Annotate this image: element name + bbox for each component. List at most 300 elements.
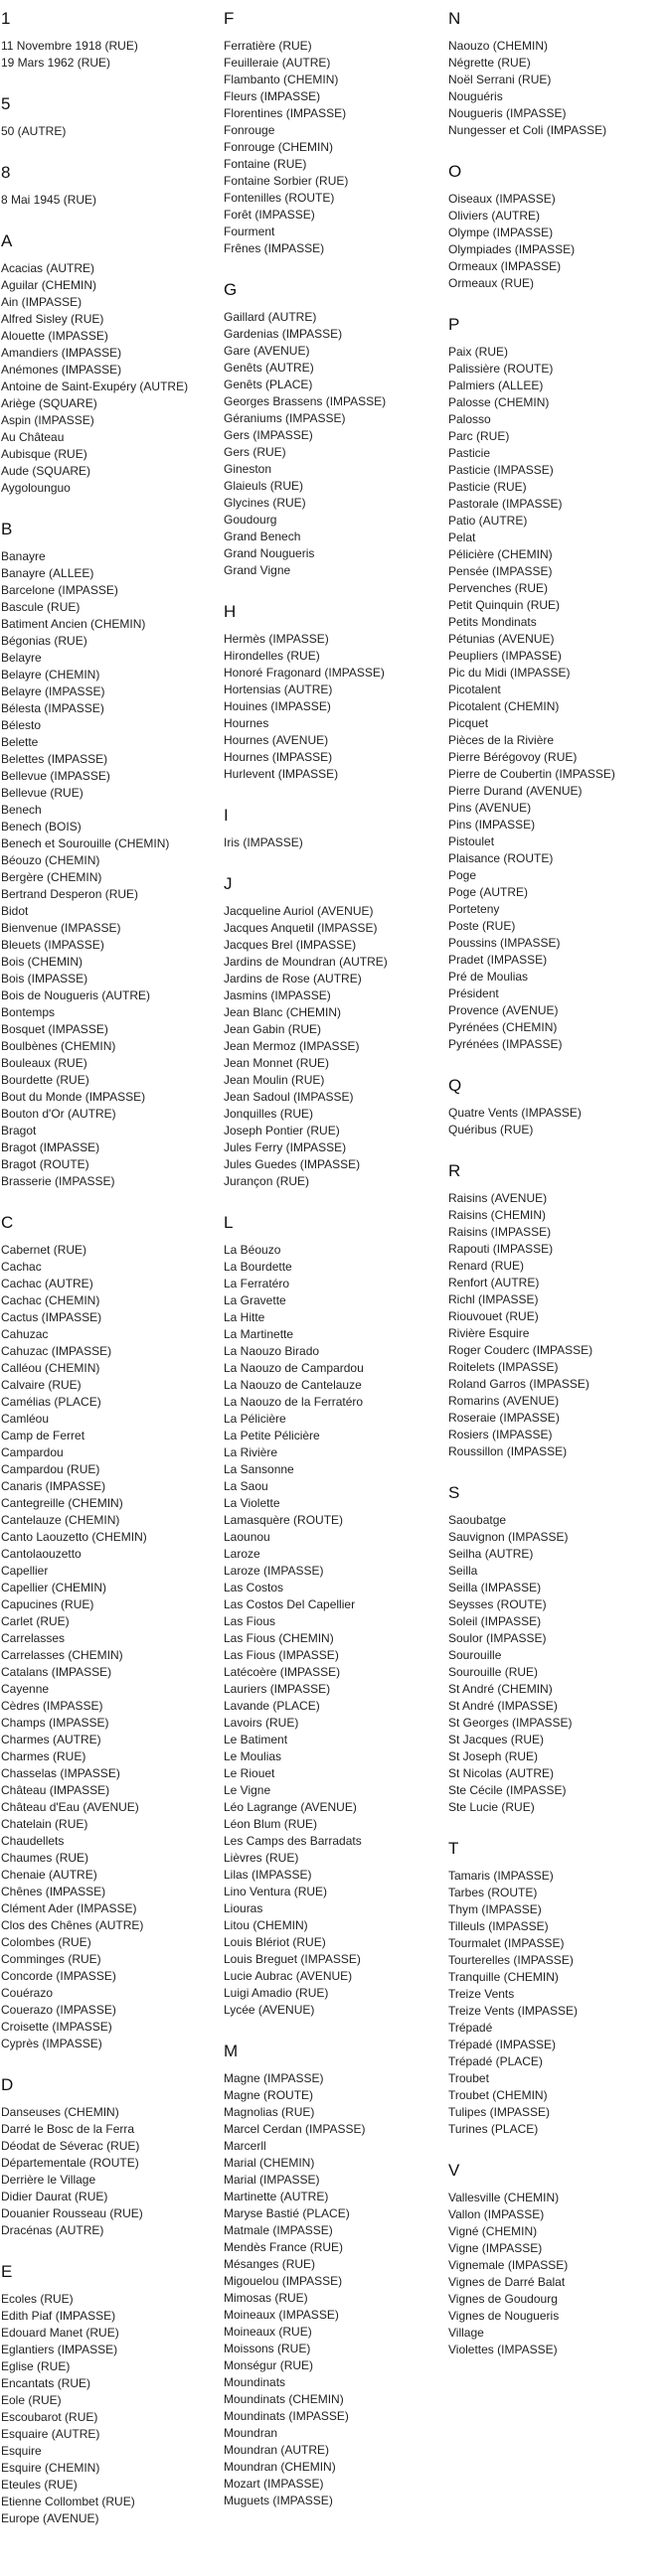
street-entry: Moundran (AUTRE): [224, 2443, 330, 2457]
street-entry: Litou (CHEMIN): [224, 1918, 308, 1932]
street-entry: Trépadé: [448, 2021, 493, 2035]
street-entry: Las Fious (IMPASSE): [224, 1648, 339, 1662]
street-entry: Marial (IMPASSE): [224, 2173, 320, 2187]
index-letter-heading: P: [448, 315, 460, 334]
street-entry: Naouzo (CHEMIN): [448, 39, 549, 53]
street-entry: La Naouzo Birado: [224, 1344, 320, 1358]
street-entry: Bidot: [1, 904, 29, 918]
index-group: [224, 873, 442, 1190]
street-entry: Pensée (IMPASSE): [448, 564, 553, 578]
street-entry: Roger Couderc (IMPASSE): [448, 1343, 593, 1357]
street-entry: Jules Guedes (IMPASSE): [224, 1157, 361, 1171]
street-entry: Bascule (RUE): [1, 600, 81, 614]
street-entry: Treize Vents (IMPASSE): [448, 2004, 579, 2018]
street-entry: Jean Moulin (RUE): [224, 1073, 325, 1087]
street-entry: Camélias (PLACE): [1, 1395, 101, 1409]
street-entry: Richl (IMPASSE): [448, 1292, 539, 1306]
street-entry: Alfred Sisley (RUE): [1, 312, 104, 326]
street-entry: Didier Daurat (RUE): [1, 2190, 108, 2203]
street-entry: Patio (AUTRE): [448, 514, 528, 528]
street-entry: Tranquille (CHEMIN): [448, 1970, 559, 1984]
street-entry: La Naouzo de Campardou: [224, 1361, 364, 1375]
street-entry: Nouguéris: [448, 89, 503, 103]
street-entry: Roseraie (IMPASSE): [448, 1411, 560, 1425]
street-entry: Carrelasses (CHEMIN): [1, 1648, 123, 1662]
index-letter-heading: B: [1, 520, 13, 538]
street-entry: 11 Novembre 1918 (RUE): [1, 39, 138, 53]
index-letter-heading: H: [224, 602, 237, 621]
street-entry: Petit Quinquin (RUE): [448, 598, 561, 612]
street-entry: Cahuzac: [1, 1327, 49, 1341]
street-entry: Peupliers (IMPASSE): [448, 649, 562, 663]
street-entry: Banayre: [1, 549, 46, 563]
street-entry: Pierre Bérégovoy (RUE): [448, 750, 578, 764]
street-entry: Campardou (RUE): [1, 1462, 100, 1476]
street-entry: Pièces de la Rivière: [448, 733, 555, 747]
street-entry: Encantats (RUE): [1, 2376, 91, 2390]
street-entry: Pierre de Coubertin (IMPASSE): [448, 767, 615, 781]
street-entry: Pyrénées (CHEMIN): [448, 1020, 558, 1034]
street-entry: Le Riouet: [224, 1766, 275, 1780]
street-entry: Cantelauze (CHEMIN): [1, 1513, 120, 1527]
street-entry: Mésanges (RUE): [224, 2257, 316, 2271]
street-entry: Bélesto: [1, 718, 42, 732]
street-entry: Sauvignon (IMPASSE): [448, 1530, 569, 1544]
street-entry: Marial (CHEMIN): [224, 2156, 315, 2170]
street-entry: Concorde (IMPASSE): [1, 1969, 116, 1983]
street-entry: Genêts (PLACE): [224, 378, 313, 391]
street-entry: Maryse Bastié (PLACE): [224, 2206, 350, 2220]
street-entry: Pelat: [448, 530, 476, 544]
street-entry: Carrelasses: [1, 1631, 66, 1645]
street-entry: Treize Vents: [448, 1987, 515, 2001]
street-entry: La Violette: [224, 1496, 280, 1510]
street-entry: Jean Monnet (RUE): [224, 1056, 330, 1070]
street-entry: Cabernet (RUE): [1, 1243, 87, 1257]
street-entry: Antoine de Saint-Exupéry (AUTRE): [1, 379, 189, 393]
street-entry: Nungesser et Coli (IMPASSE): [448, 123, 607, 137]
street-entry: Raisins (IMPASSE): [448, 1225, 552, 1239]
street-entry: Rivière Esquire: [448, 1326, 530, 1340]
street-entry: Les Camps des Barradats: [224, 1834, 362, 1848]
street-entry: Rapouti (IMPASSE): [448, 1242, 554, 1256]
street-entry: Chatelain (RUE): [1, 1817, 88, 1831]
street-entry: Raisins (AVENUE): [448, 1191, 548, 1205]
street-entry: Bois (IMPASSE): [1, 972, 88, 985]
street-entry: Aygolounguo: [1, 481, 71, 495]
street-entry: Las Costos: [224, 1581, 284, 1594]
street-entry: St Jacques (RUE): [448, 1733, 545, 1746]
street-entry: Las Fious: [224, 1614, 276, 1628]
index-column-3: [448, 8, 667, 2380]
index-group: [448, 314, 667, 1053]
street-entry: Renard (RUE): [448, 1259, 525, 1273]
street-entry: Vignes de Nougueris: [448, 2309, 560, 2323]
index-letter-heading: G: [224, 280, 238, 299]
street-entry: Bragot (ROUTE): [1, 1157, 89, 1171]
street-entry: Aguilar (CHEMIN): [1, 278, 97, 292]
street-entry: Pierre Durand (AVENUE): [448, 784, 583, 798]
street-entry: Bragot: [1, 1124, 37, 1137]
street-entry: Moundran (CHEMIN): [224, 2460, 336, 2474]
index-letter-heading: V: [448, 2161, 460, 2180]
street-entry: Troubet: [448, 2071, 489, 2085]
index-group: [224, 279, 442, 579]
street-entry: Hirondelles (RUE): [224, 649, 320, 663]
street-entry: Canaris (IMPASSE): [1, 1479, 106, 1493]
street-entry: Jacques Brel (IMPASSE): [224, 938, 357, 952]
street-entry: La Rivière: [224, 1445, 278, 1459]
street-entry: La Bourdette: [224, 1260, 292, 1274]
street-entry: Marcerll: [224, 2139, 266, 2153]
street-entry: Poste (RUE): [448, 919, 516, 933]
street-entry: St Joseph (RUE): [448, 1749, 539, 1763]
street-entry: Fourment: [224, 225, 275, 238]
street-entry: Bragot (IMPASSE): [1, 1140, 100, 1154]
street-entry: Rosiers (IMPASSE): [448, 1428, 553, 1441]
street-entry: Eglantiers (IMPASSE): [1, 2343, 118, 2356]
street-entry: Edith Piaf (IMPASSE): [1, 2309, 116, 2323]
street-entry: Mendès France (RUE): [224, 2240, 344, 2254]
street-entry: Jean Blanc (CHEMIN): [224, 1005, 342, 1019]
street-entry: Hournes: [224, 716, 269, 730]
street-entry: Fontaine (RUE): [224, 157, 307, 171]
index-letter-heading: A: [1, 231, 13, 250]
street-entry: Pervenches (RUE): [448, 581, 549, 595]
street-entry: Georges Brassens (IMPASSE): [224, 394, 387, 408]
street-entry: Houines (IMPASSE): [224, 699, 331, 713]
street-entry: Pastorale (IMPASSE): [448, 497, 563, 511]
index-letter-heading: T: [448, 1839, 459, 1858]
street-entry: Lino Ventura (RUE): [224, 1885, 328, 1898]
street-entry: Couerazo (IMPASSE): [1, 2003, 116, 2017]
street-entry: Thym (IMPASSE): [448, 1902, 542, 1916]
street-entry: Roussillon (IMPASSE): [448, 1444, 568, 1458]
street-entry: Paix (RUE): [448, 345, 509, 359]
street-entry: Hortensias (AUTRE): [224, 682, 333, 696]
street-entry: La Gravette: [224, 1293, 286, 1307]
street-entry: Charmes (AUTRE): [1, 1733, 101, 1746]
street-entry: Pasticie: [448, 446, 491, 460]
street-entry: Vallon (IMPASSE): [448, 2207, 545, 2221]
street-entry: Anémones (IMPASSE): [1, 363, 122, 377]
street-entry: Chênes (IMPASSE): [1, 1885, 106, 1898]
index-group: [1, 1212, 220, 2052]
street-entry: Géraniums (IMPASSE): [224, 411, 346, 425]
street-entry: Douanier Rousseau (RUE): [1, 2206, 143, 2220]
index-letter-heading: J: [224, 874, 233, 893]
street-entry: Esquire: [1, 2444, 42, 2458]
street-entry: Martinette (AUTRE): [224, 2190, 329, 2203]
street-entry: Florentines (IMPASSE): [224, 106, 347, 120]
street-entry: Lavoirs (RUE): [224, 1716, 299, 1730]
index-group: [1, 2074, 220, 2239]
street-entry: Belayre (IMPASSE): [1, 684, 105, 698]
index-letter-heading: M: [224, 2042, 239, 2060]
street-entry: Bois (CHEMIN): [1, 955, 84, 969]
street-entry: Eglise (RUE): [1, 2359, 71, 2373]
street-entry: Ormeaux (RUE): [448, 276, 535, 290]
street-entry: Chenaie (AUTRE): [1, 1868, 97, 1882]
street-entry: Bertrand Desperon (RUE): [1, 887, 139, 901]
street-entry: Fleurs (IMPASSE): [224, 89, 321, 103]
street-entry: Clos des Chênes (AUTRE): [1, 1918, 144, 1932]
street-entry: La Béouzo: [224, 1243, 281, 1257]
street-entry: Quatre Vents (IMPASSE): [448, 1106, 582, 1120]
street-entry: Boulbènes (CHEMIN): [1, 1039, 116, 1053]
street-entry: Lavande (PLACE): [224, 1699, 320, 1713]
street-entry: Petits Mondinats: [448, 615, 537, 629]
street-entry: La Naouzo de Cantelauze: [224, 1378, 362, 1392]
index-letter-heading: E: [1, 2262, 13, 2281]
street-entry: Pétunias (AVENUE): [448, 632, 555, 646]
street-entry: Hurlevent (IMPASSE): [224, 767, 339, 781]
street-entry: Jules Ferry (IMPASSE): [224, 1140, 347, 1154]
street-entry: 50 (AUTRE): [1, 124, 67, 138]
street-entry: St André (IMPASSE): [448, 1699, 558, 1713]
street-entry: Violettes (IMPASSE): [448, 2343, 558, 2356]
street-entry: Gaillard (AUTRE): [224, 310, 317, 324]
street-entry: Calléou (CHEMIN): [1, 1361, 100, 1375]
street-entry: Banayre (ALLEE): [1, 566, 94, 580]
index-group: [1, 8, 220, 72]
street-entry: Moineaux (IMPASSE): [224, 2308, 339, 2322]
index-group: [448, 1160, 667, 1460]
street-entry: Moineaux (RUE): [224, 2325, 312, 2339]
street-entry: Carlet (RUE): [1, 1614, 70, 1628]
street-entry: Jean Sadoul (IMPASSE): [224, 1090, 354, 1104]
index-letter-heading: L: [224, 1213, 234, 1232]
street-entry: Béouzo (CHEMIN): [1, 853, 100, 867]
street-entry: La Hitte: [224, 1310, 265, 1324]
index-letter-heading: F: [224, 9, 235, 28]
street-entry: Seilla: [448, 1564, 478, 1578]
street-entry: Seysses (ROUTE): [448, 1597, 547, 1611]
street-entry: Cahuzac (IMPASSE): [1, 1344, 112, 1358]
street-entry: Champs (IMPASSE): [1, 1716, 109, 1730]
street-entry: Cachac (CHEMIN): [1, 1293, 100, 1307]
street-entry: Au Château: [1, 430, 65, 444]
street-entry: Tarbes (ROUTE): [448, 1886, 538, 1899]
street-entry: Las Costos Del Capellier: [224, 1597, 356, 1611]
street-entry: Fonrouge (CHEMIN): [224, 140, 334, 154]
street-entry: Bellevue (IMPASSE): [1, 769, 110, 783]
index-letter-heading: 8: [1, 163, 11, 182]
street-entry: Jonquilles (RUE): [224, 1107, 314, 1121]
street-entry: Amandiers (IMPASSE): [1, 346, 122, 360]
index-group: [224, 601, 442, 783]
street-entry: Riouvouet (RUE): [448, 1309, 539, 1323]
street-entry: Porteteny: [448, 902, 500, 916]
street-entry: Alouette (IMPASSE): [1, 329, 108, 343]
street-entry: Belayre (CHEMIN): [1, 668, 100, 682]
street-entry: Seilha (AUTRE): [448, 1547, 534, 1561]
street-entry: Magne (IMPASSE): [224, 2071, 324, 2085]
street-entry: Gardenias (IMPASSE): [224, 327, 343, 341]
street-entry: Benech: [1, 803, 42, 817]
street-entry: Pistoulet: [448, 834, 495, 848]
street-entry: Acacias (AUTRE): [1, 261, 95, 275]
street-entry: Hournes (IMPASSE): [224, 750, 333, 764]
street-entry: Pré de Moulias: [448, 970, 529, 984]
street-entry: Colombes (RUE): [1, 1935, 91, 1949]
street-entry: Cantegreille (CHEMIN): [1, 1496, 123, 1510]
street-entry: Camléou: [1, 1412, 50, 1426]
index-group: [448, 2160, 667, 2358]
street-entry: Pélicière (CHEMIN): [448, 547, 553, 561]
street-entry: Vallesville (CHEMIN): [448, 2191, 560, 2204]
street-entry: Aude (SQUARE): [1, 464, 91, 478]
street-entry: Ecoles (RUE): [1, 2292, 74, 2306]
street-entry: Belettes (IMPASSE): [1, 752, 108, 766]
index-column-1: [1, 8, 220, 2549]
street-entry: Le Vigne: [224, 1783, 271, 1797]
street-entry: Moundinats: [224, 2375, 286, 2389]
street-entry: Moundinats (CHEMIN): [224, 2392, 344, 2406]
street-entry: Clément Ader (IMPASSE): [1, 1901, 137, 1915]
street-entry: Darré le Bosc de la Ferra: [1, 2122, 135, 2136]
street-entry: Gers (IMPASSE): [224, 428, 313, 442]
street-entry: Bienvenue (IMPASSE): [1, 921, 121, 935]
street-entry: Vigné (CHEMIN): [448, 2224, 538, 2238]
street-entry: Moundran: [224, 2426, 278, 2440]
street-entry: Parc (RUE): [448, 429, 510, 443]
street-entry: La Martinette: [224, 1327, 294, 1341]
street-entry: Ste Cécile (IMPASSE): [448, 1783, 567, 1797]
street-entry: Belayre: [1, 651, 42, 665]
street-entry: St André (CHEMIN): [448, 1682, 553, 1696]
street-entry: Louis Blériot (RUE): [224, 1935, 326, 1949]
street-entry: Matmale (IMPASSE): [224, 2223, 333, 2237]
street-entry: Barcelone (IMPASSE): [1, 583, 118, 597]
street-entry: Laounou: [224, 1530, 270, 1544]
street-entry: Picotalent (CHEMIN): [448, 699, 560, 713]
street-entry: Le Moulias: [224, 1749, 282, 1763]
index-letter-heading: 5: [1, 94, 11, 113]
street-entry: Quéribus (RUE): [448, 1123, 534, 1136]
street-entry: Bontemps: [1, 1005, 56, 1019]
street-entry: Poussins (IMPASSE): [448, 936, 561, 950]
street-entry: Moissons (RUE): [224, 2342, 311, 2355]
street-entry: St Nicolas (AUTRE): [448, 1766, 555, 1780]
street-entry: Edouard Manet (RUE): [1, 2326, 119, 2340]
street-entry: Provence (AVENUE): [448, 1003, 559, 1017]
street-entry: Canto Laouzetto (CHEMIN): [1, 1530, 147, 1544]
street-entry: Château (IMPASSE): [1, 1783, 110, 1797]
index-letter-heading: N: [448, 9, 461, 28]
street-entry: Europe (AVENUE): [1, 2511, 99, 2525]
street-entry: Nougueris (IMPASSE): [448, 106, 567, 120]
street-entry: Jacques Anquetil (IMPASSE): [224, 921, 378, 935]
street-entry: Mozart (IMPASSE): [224, 2477, 324, 2491]
street-entry: Raisins (CHEMIN): [448, 1208, 547, 1222]
street-entry: Glaieuls (RUE): [224, 479, 304, 493]
street-entry: Capellier (CHEMIN): [1, 1581, 107, 1594]
street-entry: Capellier: [1, 1564, 49, 1578]
street-entry: Soulor (IMPASSE): [448, 1631, 547, 1645]
street-entry: Olympiades (IMPASSE): [448, 242, 576, 256]
street-entry: Esquire (CHEMIN): [1, 2461, 100, 2475]
index-group: [1, 230, 220, 497]
street-entry: Dracénas (AUTRE): [1, 2223, 104, 2237]
index-group: [448, 1482, 667, 1816]
street-entry: Lilas (IMPASSE): [224, 1868, 312, 1882]
street-entry: Pasticie (IMPASSE): [448, 463, 554, 477]
street-entry: Cachac: [1, 1260, 42, 1274]
street-entry: Lauriers (IMPASSE): [224, 1682, 331, 1696]
index-letter-heading: S: [448, 1483, 460, 1502]
street-entry: Cactus (IMPASSE): [1, 1310, 102, 1324]
street-entry: Tamaris (IMPASSE): [448, 1869, 554, 1883]
index-group: [448, 1075, 667, 1138]
street-entry: Gers (RUE): [224, 445, 286, 459]
street-entry: Frênes (IMPASSE): [224, 241, 325, 255]
index-letter-heading: Q: [448, 1076, 462, 1095]
street-entry: Départementale (ROUTE): [1, 2156, 139, 2170]
street-entry: Laroze (IMPASSE): [224, 1564, 324, 1578]
street-entry: Ferratière (RUE): [224, 39, 312, 53]
street-entry: Pins (IMPASSE): [448, 818, 536, 832]
street-entry: Palosso: [448, 412, 491, 426]
street-entry: Marcel Cerdan (IMPASSE): [224, 2122, 366, 2136]
street-entry: Grand Nougueris: [224, 546, 315, 560]
street-entry: Belette: [1, 735, 39, 749]
street-entry: Liouras: [224, 1901, 263, 1915]
street-entry: Genêts (AUTRE): [224, 361, 314, 375]
street-entry: Jardins de Rose (AUTRE): [224, 972, 362, 985]
street-entry: Danseuses (CHEMIN): [1, 2105, 119, 2119]
street-entry: Sourouille (RUE): [448, 1665, 539, 1679]
street-entry: Bouleaux (RUE): [1, 1056, 87, 1070]
street-entry: Déodat de Séverac (RUE): [1, 2139, 140, 2153]
street-entry: Eole (RUE): [1, 2393, 62, 2407]
index-group: [1, 2261, 220, 2527]
street-entry: Oliviers (AUTRE): [448, 209, 540, 223]
street-entry: Charmes (RUE): [1, 1749, 86, 1763]
street-entry: Gare (AVENUE): [224, 344, 310, 358]
street-entry: Ste Lucie (RUE): [448, 1800, 535, 1814]
street-entry: Trépadé (IMPASSE): [448, 2038, 557, 2051]
street-entry: St Georges (IMPASSE): [448, 1716, 573, 1730]
index-column-2: [224, 8, 442, 2531]
street-entry: Noël Serrani (RUE): [448, 73, 552, 86]
street-entry: 8 Mai 1945 (RUE): [1, 193, 97, 207]
index-letter-heading: R: [448, 1161, 461, 1180]
index-letter-heading: C: [1, 1213, 14, 1232]
street-entry: Roland Garros (IMPASSE): [448, 1377, 589, 1391]
index-group: [224, 1212, 442, 2019]
street-entry: Batiment Ancien (CHEMIN): [1, 617, 146, 631]
street-entry: Joseph Pontier (RUE): [224, 1124, 340, 1137]
street-entry: Bouton d'Or (AUTRE): [1, 1107, 116, 1121]
index-letter-heading: I: [224, 806, 229, 825]
index-group: [224, 8, 442, 257]
street-entry: Fontaine Sorbier (RUE): [224, 174, 349, 188]
street-entry: Escoubarot (RUE): [1, 2410, 98, 2424]
street-entry: Aubisque (RUE): [1, 447, 87, 461]
street-entry: Campardou: [1, 1445, 64, 1459]
street-entry: Lycée (AVENUE): [224, 2003, 315, 2017]
street-entry: Plaisance (ROUTE): [448, 851, 554, 865]
street-entry: Saoubatge: [448, 1513, 507, 1527]
street-entry: Le Batiment: [224, 1733, 288, 1746]
street-entry: Goudourg: [224, 513, 277, 527]
street-entry: Comminges (RUE): [1, 1952, 101, 1966]
street-entry: Hermès (IMPASSE): [224, 632, 329, 646]
street-entry: La Naouzo de la Ferratéro: [224, 1395, 364, 1409]
street-entry: Village: [448, 2326, 484, 2340]
street-entry: Olympe (IMPASSE): [448, 226, 554, 239]
